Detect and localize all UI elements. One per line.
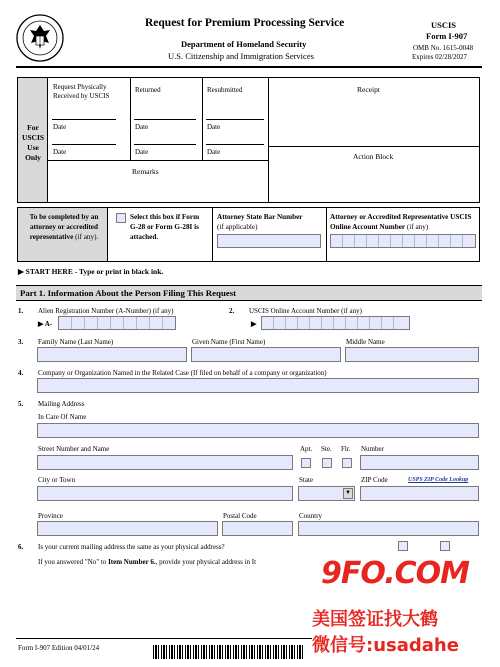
mailing-address-label: Mailing Address [38, 400, 85, 408]
action-block-label: Action Block [353, 152, 394, 161]
watermark-line1: 美国签证找大鹤 [312, 609, 438, 630]
receipt-label: Receipt [357, 85, 380, 94]
g28-checkbox[interactable] [116, 213, 126, 223]
received-date-2: Date [53, 148, 67, 156]
online-account-label: USCIS Online Account Number (if any) [249, 307, 362, 315]
apt-label: Apt. [300, 445, 313, 453]
family-name-input[interactable] [37, 347, 187, 362]
watermark-line2: 微信号:usadahe [312, 635, 459, 656]
zip-input[interactable] [360, 486, 479, 501]
dhs-seal [16, 14, 64, 62]
number-input[interactable] [360, 455, 479, 470]
q6-no-checkbox[interactable] [440, 541, 450, 551]
q6-followup: If you answered "No" to Item Number 6., provide your physical address in It [38, 558, 257, 566]
apt-checkbox[interactable] [301, 458, 311, 468]
resubmitted-date-2: Date [207, 148, 221, 156]
given-name-input[interactable] [191, 347, 341, 362]
given-name-label: Given Name (First Name) [192, 338, 266, 346]
zip-label: ZIP Code [361, 476, 388, 484]
q6-question: Is your current mailing address the same as your physical address? [38, 543, 225, 551]
a-number-input[interactable] [58, 316, 176, 330]
country-input[interactable] [298, 521, 479, 536]
agency-name: U.S. Citizenship and Immigration Services [168, 51, 314, 61]
start-here: ▶ START HERE - Type or print in black ink. [18, 267, 164, 276]
number-label: Number [361, 445, 384, 453]
zip-lookup-link[interactable]: USPS ZIP Code Lookup [408, 477, 469, 483]
header-rule [16, 66, 482, 68]
postal-code-input[interactable] [222, 521, 293, 536]
middle-name-label: Middle Name [346, 338, 385, 346]
q6-yes-checkbox[interactable] [398, 541, 408, 551]
department-name: Department of Homeland Security [181, 39, 307, 49]
ste-label: Ste. [321, 445, 332, 453]
a-number-prefix: ▶ A- [38, 320, 53, 328]
office-side-label: For USCIS Use Only [21, 123, 45, 162]
bar-number-label: Attorney State Bar Number (if applicable) [217, 213, 303, 231]
q1-number: 1. [18, 307, 24, 315]
city-label: City or Town [38, 476, 76, 484]
ste-checkbox[interactable] [322, 458, 332, 468]
care-of-input[interactable] [37, 423, 479, 438]
remarks-label: Remarks [132, 167, 159, 176]
received-date-1: Date [53, 123, 67, 131]
part1-heading: Part 1. Information About the Person Filing This Request [20, 288, 237, 298]
returned-date-2: Date [135, 148, 149, 156]
online-account-prefix: ▶ [251, 320, 257, 328]
family-name-label: Family Name (Last Name) [38, 338, 114, 346]
returned-header: Returned [135, 86, 161, 94]
bar-number-input[interactable] [217, 234, 321, 248]
country-label: Country [299, 512, 322, 520]
expiration-date: Expires 02/28/2027 [412, 53, 468, 61]
company-label: Company or Organization Named in the Related Case (If filed on behalf of a company or organization) [38, 369, 327, 377]
company-input[interactable] [37, 378, 479, 393]
care-of-label: In Care Of Name [38, 413, 87, 421]
q5-number: 5. [18, 400, 24, 408]
attorney-completed-by: To be completed by an attorney or accredited representative (if any). [29, 213, 99, 241]
state-select[interactable] [298, 486, 355, 501]
street-label: Street Number and Name [38, 445, 110, 453]
resubmitted-date-1: Date [207, 123, 221, 131]
account-number-input[interactable] [330, 234, 476, 248]
q6-number: 6. [18, 543, 24, 551]
form-title: Request for Premium Processing Service [145, 17, 345, 29]
city-input[interactable] [37, 486, 293, 501]
barcode [153, 645, 303, 659]
street-input[interactable] [37, 455, 293, 470]
omb-number: OMB No. 1615-0048 [413, 44, 474, 52]
online-account-input[interactable] [261, 316, 410, 330]
returned-date-1: Date [135, 123, 149, 131]
a-number-label: Alien Registration Number (A-Number) (if any) [38, 307, 174, 315]
state-label: State [299, 476, 313, 484]
account-number-label: Attorney or Accredited Representative USCIS Online Account Number (if any) [330, 213, 472, 231]
postal-code-label: Postal Code [223, 512, 257, 520]
province-input[interactable] [37, 521, 218, 536]
g28-checkbox-label: Select this box if Form G-28 or Form G-28I is attached. [130, 213, 200, 241]
flr-checkbox[interactable] [342, 458, 352, 468]
form-number: Form I-907 [426, 31, 468, 41]
middle-name-input[interactable] [345, 347, 479, 362]
province-label: Province [38, 512, 63, 520]
flr-label: Flr. [341, 445, 351, 453]
watermark-site: 9FO.COM [318, 556, 472, 591]
resubmitted-header: Resubmitted [207, 86, 243, 94]
form-edition: Form I-907 Edition 04/01/24 [18, 644, 100, 652]
q2-number: 2. [229, 307, 235, 315]
chevron-down-icon[interactable]: ▼ [343, 488, 353, 499]
footer-rule [16, 638, 312, 639]
q3-number: 3. [18, 338, 24, 346]
form-agency: USCIS [431, 20, 457, 30]
q4-number: 4. [18, 369, 24, 377]
received-header: Request Physically Received by USCIS [53, 83, 110, 100]
